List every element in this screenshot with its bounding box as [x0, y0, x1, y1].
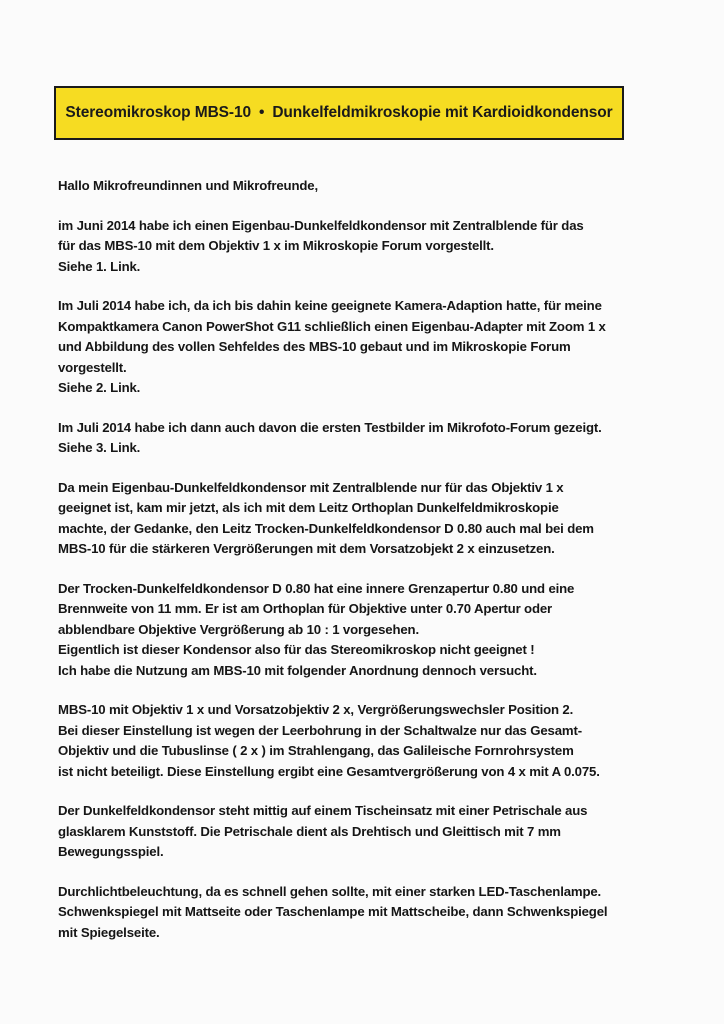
paragraph: [58, 579, 658, 682]
text-line: Brennweite von 11 mm. Er ist am Orthoplan für Objektive unter 0.70 Apertur oder: [58, 601, 553, 616]
text-line: MBS-10 für die stärkeren Vergrößerungen mit dem Vorsatzobjekt 2 x einzusetzen.: [58, 541, 555, 556]
paragraph: [58, 700, 658, 782]
text-line: Siehe 3. Link.: [58, 440, 141, 455]
bullet-separator: •: [259, 104, 265, 121]
paragraph: [58, 801, 658, 863]
text-line: Kompaktkamera Canon PowerShot G11 schließlich einen Eigenbau-Adapter mit Zoom 1 x: [58, 318, 606, 334]
paragraph: [58, 296, 658, 399]
title-banner: [54, 86, 624, 140]
paragraph: [58, 176, 658, 197]
paragraph: [58, 216, 658, 278]
text-line: Im Juli 2014 habe ich, da ich bis dahin keine geeignete Kamera-Adaption hatte, für meine: [58, 298, 602, 313]
text-line: Objektiv und die Tubuslinse ( 2 x ) im Strahlengang, das Galileische Fornrohrsystem: [58, 743, 574, 758]
paragraph: [58, 478, 658, 560]
text-line: MBS-10 mit Objektiv 1 x und Vorsatzobjektiv 2 x, Vergrößerungswechsler Position 2.: [58, 702, 574, 717]
text-line: Schwenkspiegel mit Mattseite oder Taschenlampe mit Mattscheibe, dann Schwenkspiegel: [58, 904, 608, 919]
text-line: vorgestellt.: [58, 359, 127, 375]
paragraph: [58, 882, 658, 944]
text-line: Da mein Eigenbau-Dunkelfeldkondensor mit Zentralblende nur für das Objektiv 1 x: [58, 479, 564, 495]
text-line: Der Trocken-Dunkelfeldkondensor D 0.80 hat eine innere Grenzapertur 0.80 und eine: [58, 580, 575, 596]
document-title: [65, 104, 612, 122]
text-line: ist nicht beteiligt. Diese Einstellung ergibt eine Gesamtvergrößerung von 4 x mit A 0.075.: [58, 763, 600, 779]
text-line: Durchlichtbeleuchtung, da es schnell gehen sollte, mit einer starken LED-Taschenlampe.: [58, 883, 602, 899]
text-line: Bei dieser Einstellung ist wegen der Leerbohrung in der Schaltwalze nur das Gesamt-: [58, 722, 582, 738]
title-left: Stereomikroskop MBS-10: [65, 104, 252, 121]
text-line: mit Spiegelseite.: [58, 924, 160, 940]
text-line: Siehe 2. Link.: [58, 380, 141, 395]
text-line: für das MBS-10 mit dem Objektiv 1 x im Mikroskopie Forum vorgestellt.: [58, 238, 494, 253]
text-line: abblendbare Objektive Vergrößerung ab 10 : 1 vorgesehen.: [58, 621, 419, 637]
text-line: Hallo Mikrofreundinnen und Mikrofreunde,: [58, 178, 318, 193]
text-line: machte, der Gedanke, den Leitz Trocken-Dunkelfeldkondensor D 0.80 auch mal bei dem: [58, 520, 594, 536]
text-line: Im Juli 2014 habe ich dann auch davon die ersten Testbilder im Mikrofoto-Forum gezeigt.: [58, 419, 602, 435]
text-line: Bewegungsspiel.: [58, 844, 164, 859]
text-line: Eigentlich ist dieser Kondensor also für das Stereomikroskop nicht geeignet !: [58, 642, 535, 657]
text-line: Ich habe die Nutzung am MBS-10 mit folgender Anordnung dennoch versucht.: [58, 662, 537, 678]
text-line: geeignet ist, kam mir jetzt, als ich mit dem Leitz Orthoplan Dunkelfeldmikroskopie: [58, 500, 559, 515]
text-line: im Juni 2014 habe ich einen Eigenbau-Dunkelfeldkondensor mit Zentralblende für das: [58, 217, 584, 233]
title-right: Dunkelfeldmikroskopie mit Kardioidkondensor: [272, 104, 613, 121]
document-body: [58, 176, 658, 962]
text-line: glasklarem Kunststoff. Die Petrischale dient als Drehtisch und Gleittisch mit 7 mm: [58, 823, 561, 839]
text-line: Siehe 1. Link.: [58, 258, 141, 274]
paragraph: [58, 418, 658, 459]
text-line: und Abbildung des vollen Sehfeldes des MBS-10 gebaut und im Mikroskopie Forum: [58, 339, 571, 354]
text-line: Der Dunkelfeldkondensor steht mittig auf einem Tischeinsatz mit einer Petrischale aus: [58, 803, 588, 818]
